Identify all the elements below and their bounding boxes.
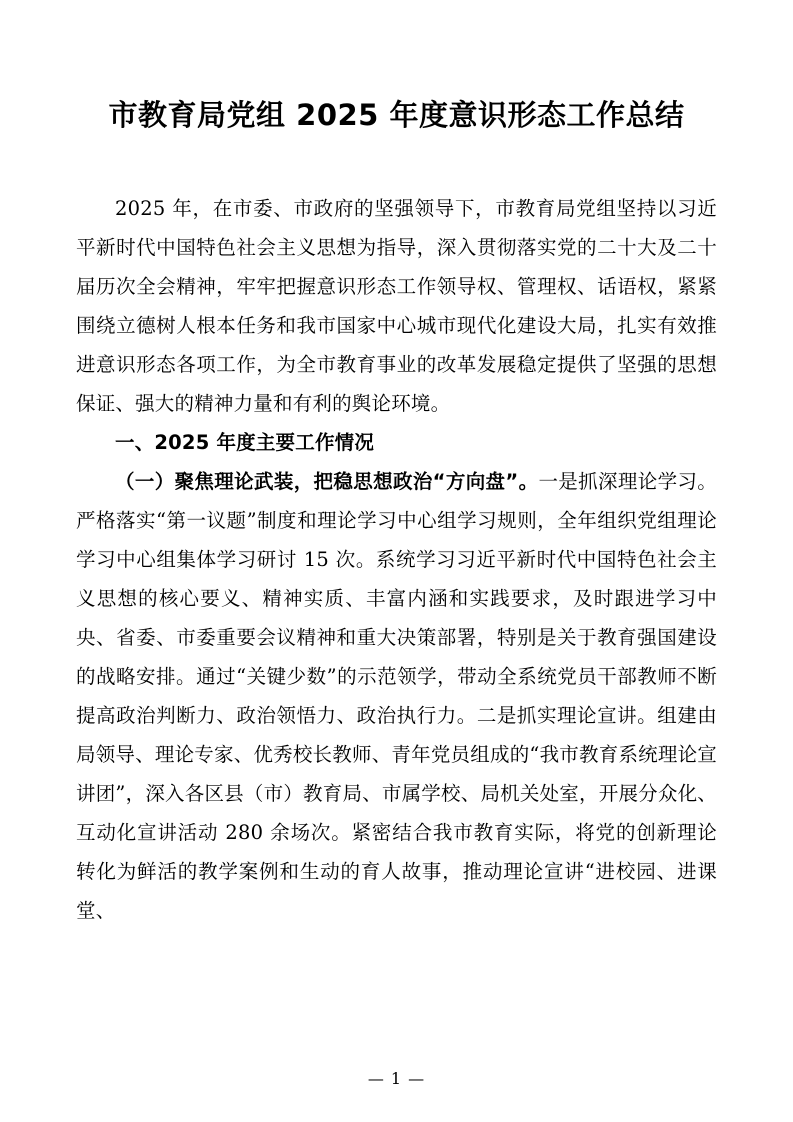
paragraph-lead-label: （一）聚焦理论武装，把稳思想政治“方向盘”。 — [115, 470, 539, 493]
section-heading-1: 一、2025 年度主要工作情况 — [115, 431, 375, 454]
paragraph-intro: 2025 年，在市委、市政府的坚强领导下，市教育局党组坚持以习近平新时代中国特色社会主义思想为指导，深入贯彻落实党的二十大及二十届历次全会精神，牢牢把握意识形态工作领导权、管理权、话语权，紧紧围绕立德树人根本任务和我市国家中心城市现代化建设大局，扎实有效推进意识形态各项工作，为全市教育事业的改革发展稳定提供了坚强的思想保证、强大的精神力量和有利的舆论环境。 — [76, 197, 717, 415]
page-title: 市教育局党组 2025 年度意识形态工作总结 — [108, 98, 685, 132]
paragraph-body-text: 一是抓深理论学习。严格落实“第一议题”制度和理论学习中心组学习规则，全年组织党组理论学习中心组集体学习研讨 15 次。系统学习习近平新时代中国特色社会主义思想的核心要义、精神实质、丰富内涵和实践要求，及时跟进学习中央、省委、市委重要会议精神和重大决策部署，特别是关于教育强国建设的战略安排。通过“关键少数”的示范领学，带动全系统党员干部教师不断提高政治判断力、政治领悟力、政治执行力。二是抓实理论宣讲。组建由局领导、理论专家、优秀校长教师、青年党员组成的“我市教育系统理论宣讲团”，深入各区县（市）教育局、市属学校、局机关处室，开展分众化、互动化宣讲活动 280 余场次。紧密结合我市教育实际，将党的创新理论转化为鲜活的教学案例和生动的育人故事，推动理论宣讲“进校园、进课堂、 — [76, 470, 717, 922]
paragraph-section-1-1 — [76, 462, 717, 930]
page-number-footer: — 1 — — [367, 1069, 426, 1088]
title-spacer — [76, 149, 717, 189]
